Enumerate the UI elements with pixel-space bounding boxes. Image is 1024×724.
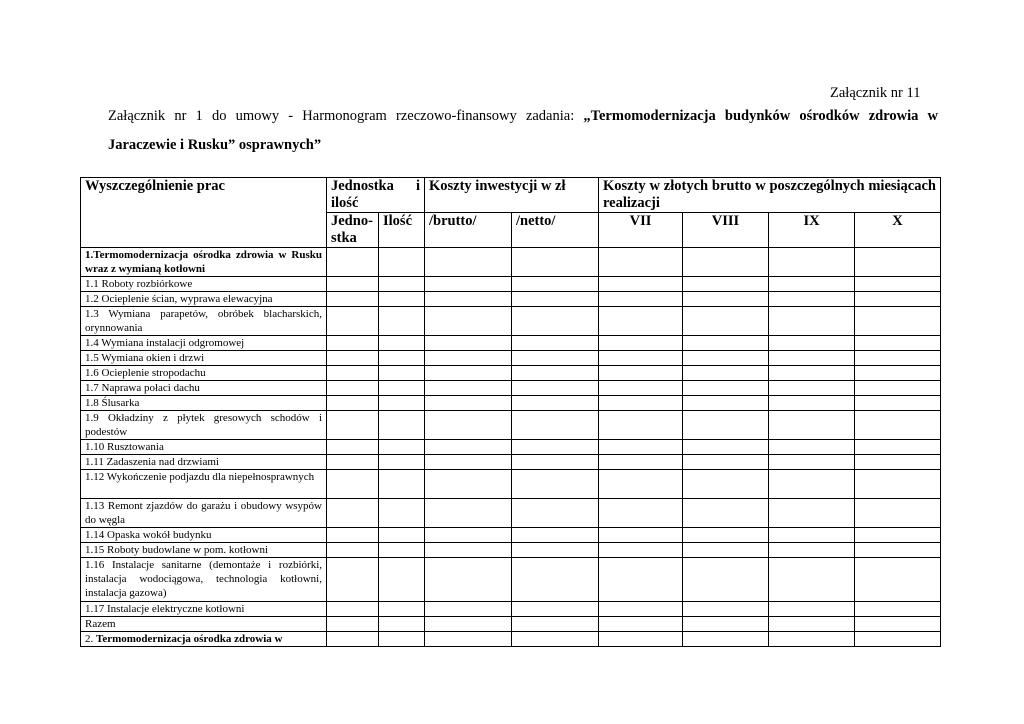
- work-item-bold-text: Termomodernizacja ośrodka zdrowia w: [96, 633, 283, 645]
- empty-cell: [769, 602, 855, 617]
- empty-cell: [855, 632, 941, 647]
- empty-cell: [769, 470, 855, 499]
- empty-cell: [769, 558, 855, 602]
- document-title: [108, 102, 938, 160]
- empty-cell: [855, 602, 941, 617]
- empty-cell: [599, 470, 683, 499]
- empty-cell: [425, 470, 512, 499]
- empty-cell: [425, 528, 512, 543]
- empty-cell: [425, 248, 512, 277]
- empty-cell: [379, 381, 425, 396]
- empty-cell: [512, 396, 599, 411]
- attachment-number: Załącznik nr 11: [830, 85, 921, 101]
- empty-cell: [379, 617, 425, 632]
- work-item-label: 1.3 Wymiana parapetów, obróbek blacharskich, orynnowania: [81, 307, 327, 336]
- work-item-prefix: 2.: [85, 633, 96, 645]
- empty-cell: [327, 455, 379, 470]
- empty-cell: [327, 381, 379, 396]
- empty-cell: [855, 307, 941, 336]
- empty-cell: [327, 602, 379, 617]
- empty-cell: [512, 411, 599, 440]
- empty-cell: [379, 248, 425, 277]
- work-item-label: 1.8 Ślusarka: [81, 396, 327, 411]
- empty-cell: [512, 248, 599, 277]
- empty-cell: [683, 336, 769, 351]
- empty-cell: [683, 617, 769, 632]
- empty-cell: [855, 617, 941, 632]
- empty-cell: [855, 499, 941, 528]
- empty-cell: [683, 455, 769, 470]
- empty-cell: [769, 632, 855, 647]
- empty-cell: [425, 617, 512, 632]
- empty-cell: [379, 455, 425, 470]
- table-row: [81, 543, 941, 558]
- empty-cell: [683, 543, 769, 558]
- empty-cell: [855, 277, 941, 292]
- empty-cell: [379, 292, 425, 307]
- work-item-label: 1.7 Naprawa połaci dachu: [81, 381, 327, 396]
- empty-cell: [425, 602, 512, 617]
- header-net: /netto/: [512, 213, 599, 248]
- empty-cell: [379, 277, 425, 292]
- empty-cell: [512, 602, 599, 617]
- work-item-label: 1.11 Zadaszenia nad drzwiami: [81, 455, 327, 470]
- empty-cell: [599, 632, 683, 647]
- table-row: [81, 558, 941, 602]
- empty-cell: [425, 292, 512, 307]
- empty-cell: [683, 277, 769, 292]
- empty-cell: [327, 617, 379, 632]
- empty-cell: [327, 558, 379, 602]
- empty-cell: [683, 366, 769, 381]
- work-item-label: 1.2 Ocieplenie ścian, wyprawa elewacyjna: [81, 292, 327, 307]
- empty-cell: [855, 292, 941, 307]
- header-gross: /brutto/: [425, 213, 512, 248]
- empty-cell: [512, 336, 599, 351]
- empty-cell: [599, 248, 683, 277]
- empty-cell: [599, 336, 683, 351]
- empty-cell: [855, 470, 941, 499]
- empty-cell: [599, 558, 683, 602]
- work-item-label: 1.15 Roboty budowlane w pom. kotłowni: [81, 543, 327, 558]
- empty-cell: [425, 381, 512, 396]
- empty-cell: [599, 396, 683, 411]
- empty-cell: [683, 499, 769, 528]
- empty-cell: [512, 455, 599, 470]
- empty-cell: [425, 366, 512, 381]
- header-investment-costs: Koszty inwestycji w zł: [425, 178, 599, 213]
- empty-cell: [769, 411, 855, 440]
- empty-cell: [379, 499, 425, 528]
- empty-cell: [683, 558, 769, 602]
- empty-cell: [425, 351, 512, 366]
- empty-cell: [379, 543, 425, 558]
- empty-cell: [425, 336, 512, 351]
- empty-cell: [327, 292, 379, 307]
- table-row: [81, 632, 941, 647]
- empty-cell: [327, 248, 379, 277]
- header-month-viii: VIII: [683, 213, 769, 248]
- header-monthly-costs: Koszty w złotych brutto w poszczególnych miesiącach realizacji: [599, 178, 941, 213]
- empty-cell: [327, 543, 379, 558]
- header-unit-qty: Jednostka i ilość: [327, 178, 425, 213]
- table-row: [81, 351, 941, 366]
- empty-cell: [379, 528, 425, 543]
- empty-cell: [512, 381, 599, 396]
- empty-cell: [379, 440, 425, 455]
- header-qty: Ilość: [379, 213, 425, 248]
- empty-cell: [599, 528, 683, 543]
- table-row: [81, 307, 941, 336]
- work-item-label: 1.14 Opaska wokół budynku: [81, 528, 327, 543]
- empty-cell: [599, 292, 683, 307]
- empty-cell: [327, 411, 379, 440]
- work-item-label: 1.10 Rusztowania: [81, 440, 327, 455]
- empty-cell: [683, 440, 769, 455]
- work-item-label: 1.5 Wymiana okien i drzwi: [81, 351, 327, 366]
- empty-cell: [683, 351, 769, 366]
- table-row: [81, 336, 941, 351]
- empty-cell: [855, 396, 941, 411]
- empty-cell: [512, 470, 599, 499]
- table-row: [81, 411, 941, 440]
- empty-cell: [769, 528, 855, 543]
- empty-cell: [769, 440, 855, 455]
- empty-cell: [769, 336, 855, 351]
- empty-cell: [327, 632, 379, 647]
- empty-cell: [683, 470, 769, 499]
- empty-cell: [683, 411, 769, 440]
- empty-cell: [769, 617, 855, 632]
- title-bold-text: „Termomodernizacja budynków ośrodków zdrowia w Jaraczewie i Rusku” osprawnych”: [108, 108, 939, 153]
- empty-cell: [599, 351, 683, 366]
- empty-cell: [599, 543, 683, 558]
- empty-cell: [379, 558, 425, 602]
- empty-cell: [425, 455, 512, 470]
- empty-cell: [425, 543, 512, 558]
- empty-cell: [512, 617, 599, 632]
- empty-cell: [683, 292, 769, 307]
- empty-cell: [683, 248, 769, 277]
- work-item-label: 1.4 Wymiana instalacji odgromowej: [81, 336, 327, 351]
- empty-cell: [855, 558, 941, 602]
- schedule-table: [80, 177, 941, 647]
- empty-cell: [769, 351, 855, 366]
- empty-cell: [512, 632, 599, 647]
- header-month-ix: IX: [769, 213, 855, 248]
- empty-cell: [599, 381, 683, 396]
- empty-cell: [599, 455, 683, 470]
- header-unit: Jedno-stka: [327, 213, 379, 248]
- header-works: Wyszczególnienie prac: [81, 178, 327, 248]
- empty-cell: [379, 470, 425, 499]
- empty-cell: [855, 381, 941, 396]
- header-row-1: [81, 178, 941, 213]
- table-row: [81, 366, 941, 381]
- empty-cell: [327, 351, 379, 366]
- empty-cell: [769, 543, 855, 558]
- empty-cell: [379, 396, 425, 411]
- work-item-label: [81, 632, 327, 647]
- empty-cell: [683, 396, 769, 411]
- table-row: [81, 396, 941, 411]
- empty-cell: [327, 396, 379, 411]
- empty-cell: [683, 528, 769, 543]
- empty-cell: [599, 440, 683, 455]
- empty-cell: [379, 602, 425, 617]
- empty-cell: [599, 411, 683, 440]
- empty-cell: [512, 440, 599, 455]
- empty-cell: [512, 543, 599, 558]
- empty-cell: [855, 528, 941, 543]
- work-item-label: 1.12 Wykończenie podjazdu dla niepełnosprawnych: [81, 470, 327, 499]
- empty-cell: [327, 499, 379, 528]
- empty-cell: [855, 248, 941, 277]
- empty-cell: [512, 292, 599, 307]
- table-row: [81, 602, 941, 617]
- empty-cell: [769, 292, 855, 307]
- work-item-label: Razem: [81, 617, 327, 632]
- empty-cell: [769, 366, 855, 381]
- table-row: [81, 248, 941, 277]
- empty-cell: [512, 528, 599, 543]
- empty-cell: [769, 381, 855, 396]
- empty-cell: [599, 602, 683, 617]
- empty-cell: [599, 277, 683, 292]
- empty-cell: [683, 632, 769, 647]
- work-item-label: 1.6 Ocieplenie stropodachu: [81, 366, 327, 381]
- work-item-label: 1.1 Roboty rozbiórkowe: [81, 277, 327, 292]
- table-row: [81, 528, 941, 543]
- work-item-label: 1.13 Remont zjazdów do garażu i obudowy wsypów do węgla: [81, 499, 327, 528]
- table-row: [81, 617, 941, 632]
- title-normal-text: Załącznik nr 1 do umowy - Harmonogram rzeczowo-finansowy zadania:: [108, 108, 584, 124]
- empty-cell: [599, 617, 683, 632]
- header-month-x: X: [855, 213, 941, 248]
- table-row: [81, 292, 941, 307]
- empty-cell: [855, 455, 941, 470]
- empty-cell: [512, 277, 599, 292]
- empty-cell: [379, 366, 425, 381]
- empty-cell: [855, 411, 941, 440]
- work-item-label: 1.16 Instalacje sanitarne (demontaże i rozbiórki, instalacja wodociągowa, technologia kotłowni, instalacja gazowa): [81, 558, 327, 602]
- empty-cell: [327, 528, 379, 543]
- empty-cell: [425, 307, 512, 336]
- empty-cell: [599, 366, 683, 381]
- empty-cell: [425, 277, 512, 292]
- table-row: [81, 470, 941, 499]
- empty-cell: [425, 632, 512, 647]
- empty-cell: [512, 307, 599, 336]
- empty-cell: [425, 499, 512, 528]
- empty-cell: [769, 248, 855, 277]
- empty-cell: [683, 307, 769, 336]
- empty-cell: [512, 351, 599, 366]
- empty-cell: [769, 455, 855, 470]
- empty-cell: [769, 307, 855, 336]
- empty-cell: [327, 440, 379, 455]
- empty-cell: [855, 366, 941, 381]
- empty-cell: [855, 336, 941, 351]
- empty-cell: [425, 396, 512, 411]
- work-item-label: 1.9 Okładziny z płytek gresowych schodów i podestów: [81, 411, 327, 440]
- work-item-label: 1.Termomodernizacja ośrodka zdrowia w Rusku wraz z wymianą kotłowni: [81, 248, 327, 277]
- empty-cell: [769, 396, 855, 411]
- empty-cell: [327, 277, 379, 292]
- empty-cell: [512, 558, 599, 602]
- empty-cell: [769, 499, 855, 528]
- table-row: [81, 499, 941, 528]
- empty-cell: [769, 277, 855, 292]
- empty-cell: [327, 470, 379, 499]
- empty-cell: [425, 411, 512, 440]
- table-row: [81, 381, 941, 396]
- empty-cell: [379, 411, 425, 440]
- empty-cell: [855, 440, 941, 455]
- header-month-vii: VII: [599, 213, 683, 248]
- empty-cell: [379, 307, 425, 336]
- empty-cell: [683, 381, 769, 396]
- empty-cell: [327, 307, 379, 336]
- empty-cell: [379, 336, 425, 351]
- empty-cell: [512, 499, 599, 528]
- empty-cell: [327, 336, 379, 351]
- table-row: [81, 277, 941, 292]
- table-row: [81, 440, 941, 455]
- empty-cell: [855, 543, 941, 558]
- empty-cell: [425, 558, 512, 602]
- table-row: [81, 455, 941, 470]
- empty-cell: [425, 440, 512, 455]
- empty-cell: [379, 351, 425, 366]
- empty-cell: [683, 602, 769, 617]
- empty-cell: [599, 307, 683, 336]
- empty-cell: [599, 499, 683, 528]
- empty-cell: [855, 351, 941, 366]
- empty-cell: [379, 632, 425, 647]
- work-item-label: 1.17 Instalacje elektryczne kotłowni: [81, 602, 327, 617]
- empty-cell: [327, 366, 379, 381]
- empty-cell: [512, 366, 599, 381]
